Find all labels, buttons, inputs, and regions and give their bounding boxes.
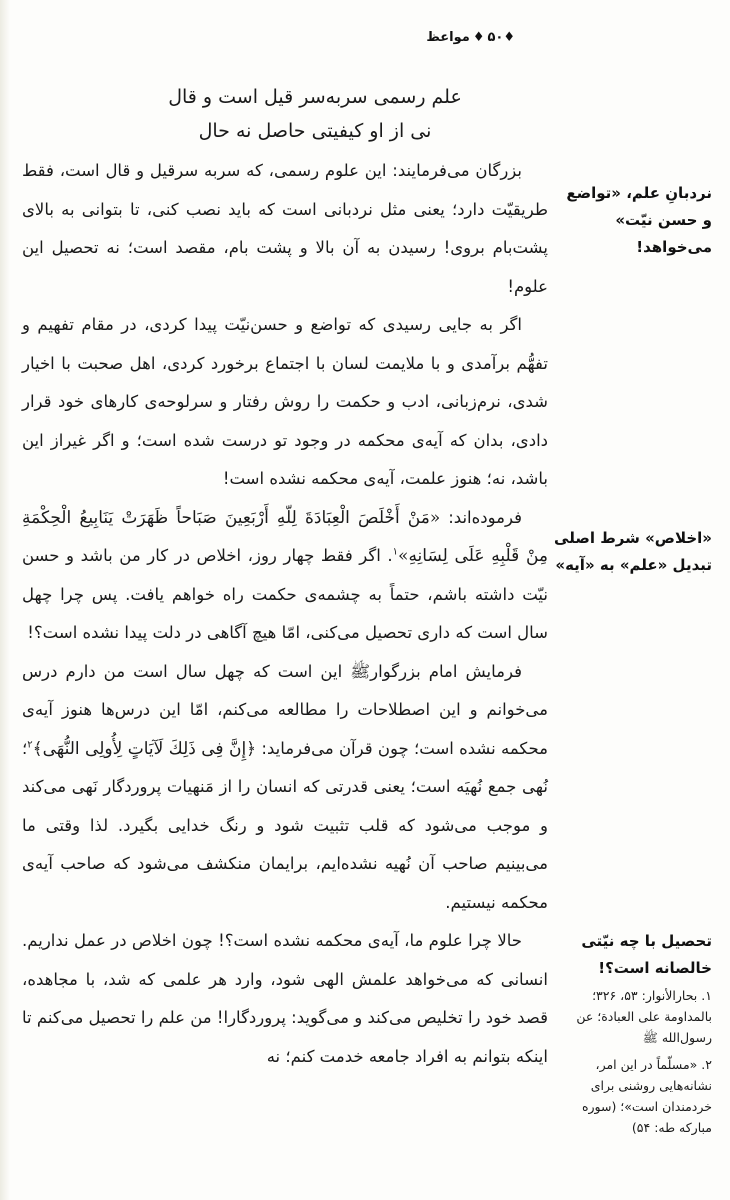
margin-note-3: تحصیل با چه نیّتی خالصانه است؟! [581, 932, 712, 977]
quran-quote: ﴿إِنَّ فِی ذَلِكَ لَآیَاتٍ لِأُولِی النُّهَی﴾ [32, 738, 257, 759]
paragraph-humility: اگر به جایی رسیدی که تواضع و حسن‌نیّت پیدا کردی، در مقام تفهیم و تفهُّم برآمدی و با ملایمت لسان با اجتماع برخورد کردی، اهل صحبت با اخیار شدی، نرم‌زبانی، ادب و حکمت را روش رفتار و سرلوحه‌ی کارهای خود قرار دادی، بدان که آیه‌ی محکمه در وجود تو درست شده است؛ و اگر غیراز این باشد، نه؛ هنوز علمت، آیه‌ی محکمه نشده است! [22, 315, 548, 488]
page-number: ۵۰ [487, 30, 504, 45]
margin-note-2: «اخلاص» شرط اصلی تبدیل «علم» به «آیه» [554, 529, 712, 574]
hadith-quote: «مَنْ أَخْلَصَ الْعِبَادَةَ لِلّهِ أَرْبَعِینَ صَبَاحاً ظَهَرَتْ یَنَابِیعُ الْحِکْمَةِ مِنْ قَلْبِهِ عَلَی لِسَانِهِ» [22, 507, 548, 566]
main-text-column [22, 80, 548, 1076]
paragraph-imam: فرمایش امام بزرگوارﷺ این است که چهل سال است من دارم درس می‌خوانم و این اصطلاحات را مطالعه می‌کنم، امّا این درس‌ها هنوز آیه‌ی محکمه نشده است؛ چون قرآن می‌فرماید: ﴿إِنَّ فِی ذَلِكَ لَآیَاتٍ لِأُولِی النُّهَی﴾$^۲$؛ نُهی جمع نُهیَه است؛ یعنی قدرتی که انسان را از مَنهیات پروردگار نَهی می‌کند و موجب می‌شود که قلب تثبیت شود و رنگ خدایی بگیرد. لذا وقتی ما می‌بینیم صاحب آن نُهیه نشده‌ایم، برایمان منکشف می‌شود که صاحب آیه‌ی محکمه نیستیم. [22, 661, 548, 912]
footnote-1: ۱.بحارالأنوار: ۵۳، ۳۲۶؛ بالمداومة علی العبادة؛ عن رسول‌الله ﷺ [576, 988, 712, 1045]
paragraph-hadith: فرموده‌اند: «مَنْ أَخْلَصَ الْعِبَادَةَ لِلّهِ أَرْبَعِینَ صَبَاحاً ظَهَرَتْ یَنَابِیعُ الْحِکْمَةِ مِنْ قَلْبِهِ عَلَی لِسَانِهِ»$^۱$. اگر فقط چهار روز، اخلاص در کار من باشد و حسن نیّت داشته باشم، حتماً به چشمه‌ی حکمت راه خواهم یافت. پس چرا چهل سال است که داری تحصیل می‌کنی، امّا هیچ آگاهی در دلت پیدا نشده است؟! [22, 507, 548, 642]
book-title: مواعظ [426, 30, 470, 45]
footnote-ref-2[interactable]: ۲ [27, 739, 33, 750]
verse-line-1: علم رسمی سربه‌سر قیل است و قال [168, 86, 462, 108]
footnote-ref-1[interactable]: ۱ [392, 546, 399, 558]
honorific-icon: ﷺ [350, 661, 371, 681]
ornament-icon: ♦ [472, 30, 485, 45]
paragraph-sincerity: حالا چرا علوم ما، آیه‌ی محکمه نشده است؟! چون اخلاص در عمل نداریم. انسانی که می‌خواهد علمش الهی شود، وارد هر علمی که شد، با مجاهده، قصد خود را تخلیص می‌کند و می‌گوید: پروردگارا! من علم را تحصیل می‌کنم تا اینکه بتوانم به افراد جامعه خدمت کنم؛ نه [22, 931, 548, 1066]
paragraph-ladder: بزرگان می‌فرمایند: این علوم رسمی، که سربه سرقیل و قال است، فقط طریقیّت دارد؛ یعنی مثل نردبانی است که باید نصب کنی، تا بتوانی به بالای پشت‌بام بروی! رسیدن به آن بالا و پشت بام، مقصد است؛ نه تحصیل این علوم! [22, 161, 548, 296]
page-binding-edge [0, 0, 10, 1200]
verse-line-2: نی از او کیفیتی حاصل نه حال [198, 120, 432, 142]
ornament-icon: ♦ [503, 30, 515, 45]
running-head [426, 30, 515, 45]
footnotes [552, 985, 712, 1144]
footnote-2: ۲.«مسلّماً در این امر، نشانه‌هایی روشنی برای خردمندان است»؛ (سوره مبارکه طه: ۵۴) [581, 1057, 712, 1135]
margin-note-1: نردبانِ علم، «تواضع و حسن نیّت» می‌خواهد! [566, 184, 712, 256]
poem-verse [22, 80, 548, 148]
